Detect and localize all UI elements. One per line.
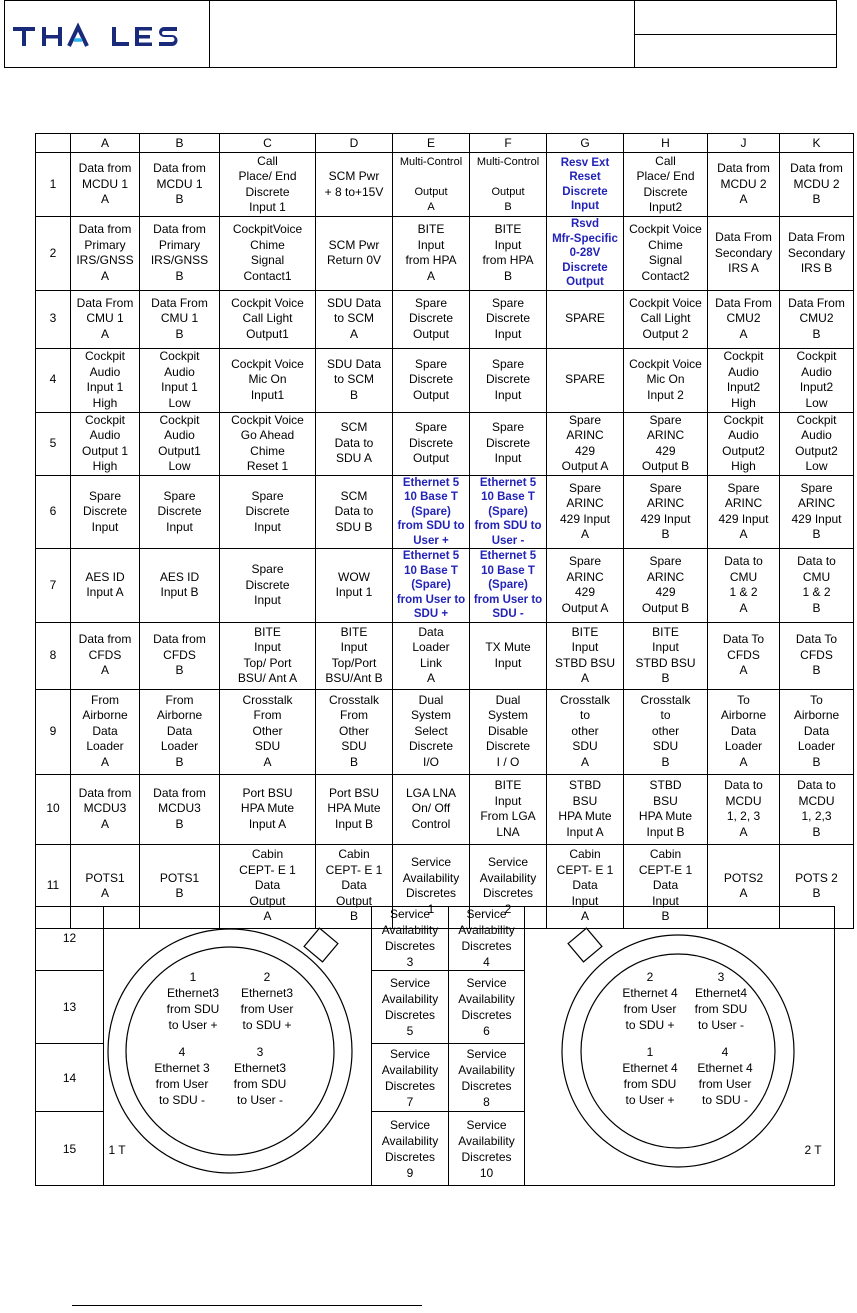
pin-cell: SCM Data to SDU A <box>316 412 393 475</box>
pin-cell: SDU Data to SCM A <box>316 290 393 348</box>
row-number: 1 <box>36 153 71 217</box>
row-number: 7 <box>36 549 71 623</box>
pin-cell: Spare Discrete Input <box>140 475 220 549</box>
table-row <box>36 412 854 475</box>
pin-cell: Data to CMU 1 & 2 B <box>780 549 854 623</box>
pin-cell: STBD BSU HPA Mute Input A <box>547 774 624 844</box>
service-cell-e14: Service Availability Discretes 7 <box>371 1044 448 1112</box>
pin-cell: Spare Discrete Output <box>393 412 470 475</box>
row-number: 3 <box>36 290 71 348</box>
header-title-cell <box>209 1 635 67</box>
pin-cell: From Airborne Data Loader A <box>71 689 140 774</box>
pin-cell: AES ID Input B <box>140 549 220 623</box>
pin-cell: Data from MCDU 1 B <box>140 153 220 217</box>
column-header: J <box>708 134 780 153</box>
left-pin-1: 1 Ethernet3 from SDU to User + <box>166 970 220 1032</box>
row-number-12: 12 <box>36 906 104 971</box>
service-cell-f13: Service Availability Discretes 6 <box>448 971 525 1044</box>
pin-cell: SCM Pwr Return 0V <box>316 217 393 291</box>
pin-cell: Spare Discrete Output <box>393 290 470 348</box>
pin-cell: To Airborne Data Loader B <box>780 689 854 774</box>
pin-cell: BITE Input Top/Port BSU/Ant B <box>316 622 393 689</box>
table-row <box>36 475 854 549</box>
row-number: 5 <box>36 412 71 475</box>
service-cell-f15: Service Availability Discretes 10 <box>448 1112 525 1186</box>
pin-cell: Data From Secondary IRS B <box>780 217 854 291</box>
pin-cell: SDU Data to SCM B <box>316 348 393 412</box>
right-pin-4: 4 Ethernet 4 from User to SDU - <box>697 1045 753 1107</box>
header-ref-cell-1 <box>634 1 836 35</box>
pin-cell: STBD BSU HPA Mute Input B <box>624 774 708 844</box>
pin-cell: Spare Discrete Input <box>220 549 316 623</box>
pin-cell: Data from MCDU 2 B <box>780 153 854 217</box>
pin-cell: Spare ARINC 429 Input B <box>780 475 854 549</box>
pin-cell: BITE Input From LGA LNA <box>470 774 547 844</box>
pin-cell: POTS1 A <box>71 844 140 928</box>
pin-cell: Rsvd Mfr-Specific 0-28V Discrete Output <box>547 217 624 291</box>
pin-cell: Data From CMU 1 B <box>140 290 220 348</box>
column-header: A <box>71 134 140 153</box>
pin-cell: Spare Discrete Input <box>470 290 547 348</box>
table-row <box>36 217 854 291</box>
pin-cell: POTS1 B <box>140 844 220 928</box>
right-pin-2: 2 Ethernet 4 from User to SDU + <box>622 970 678 1032</box>
row-number: 9 <box>36 689 71 774</box>
right-pin-1: 1 Ethernet 4 from SDU to User + <box>622 1045 678 1107</box>
pin-cell: Service Availability Discretes 2 <box>470 844 547 928</box>
pin-cell: Call Place/ End Discrete Input 1 <box>220 153 316 217</box>
pin-cell: Data from CFDS B <box>140 622 220 689</box>
service-cell-f12: Service Availability Discretes 4 <box>448 906 525 971</box>
pin-cell: POTS2 A <box>708 844 780 928</box>
row-number-13: 13 <box>36 971 104 1044</box>
table-header-row <box>36 134 854 153</box>
table-row <box>36 348 854 412</box>
pin-cell: Spare ARINC 429 Output A <box>547 412 624 475</box>
left-pin-4: 4 Ethernet 3 from User to SDU - <box>154 1045 210 1107</box>
pin-cell: Data to MCDU 1, 2, 3 A <box>708 774 780 844</box>
pin-cell: Cockpit Audio Output1 Low <box>140 412 220 475</box>
pin-cell: Data from MCDU3 B <box>140 774 220 844</box>
connector-pin-table <box>35 133 854 929</box>
pin-cell: Dual System Select Discrete I/O <box>393 689 470 774</box>
pin-cell: CockpitVoice Chime Signal Contact1 <box>220 217 316 291</box>
row-number: 4 <box>36 348 71 412</box>
pin-cell: Cabin CEPT- E 1 Data Input A <box>547 844 624 928</box>
pin-cell: Cockpit Audio Output2 Low <box>780 412 854 475</box>
table-row <box>36 774 854 844</box>
pin-cell: Multi-Control Output A <box>393 153 470 217</box>
pin-cell: BITE Input from HPA B <box>470 217 547 291</box>
pin-cell: Dual System Disable Discrete I / O <box>470 689 547 774</box>
column-header: B <box>140 134 220 153</box>
column-header: D <box>316 134 393 153</box>
pin-cell: Cockpit Audio Output2 High <box>708 412 780 475</box>
pin-cell: Spare Discrete Input <box>470 348 547 412</box>
column-header: F <box>470 134 547 153</box>
left-pin-3: 3 Ethernet3 from SDU to User - <box>233 1045 287 1107</box>
pin-cell: Cockpit Audio Input2 High <box>708 348 780 412</box>
column-header: G <box>547 134 624 153</box>
row-number: 6 <box>36 475 71 549</box>
pin-cell: Crosstalk to other SDU A <box>547 689 624 774</box>
column-header <box>36 134 71 153</box>
row-number-14: 14 <box>36 1044 104 1112</box>
pin-cell: Spare ARINC 429 Output B <box>624 412 708 475</box>
row-number-15: 15 <box>36 1112 104 1185</box>
pin-cell: Resv Ext Reset Discrete Input <box>547 153 624 217</box>
table-row <box>36 622 854 689</box>
pin-cell: SCM Pwr + 8 to+15V <box>316 153 393 217</box>
pin-cell: Cockpit Audio Input 1 Low <box>140 348 220 412</box>
pin-cell: Ethernet 5 10 Base T (Spare) from User to SDU - <box>470 549 547 623</box>
column-header: C <box>220 134 316 153</box>
pin-cell: Crosstalk From Other SDU B <box>316 689 393 774</box>
pin-cell: BITE Input STBD BSU A <box>547 622 624 689</box>
pin-cell: Cabin CEPT-E 1 Data Input B <box>624 844 708 928</box>
pin-cell: Data Loader Link A <box>393 622 470 689</box>
pin-cell: Data from MCDU 1 A <box>71 153 140 217</box>
pin-cell: AES ID Input A <box>71 549 140 623</box>
row-number: 10 <box>36 774 71 844</box>
pin-cell: TX Mute Input <box>470 622 547 689</box>
row-number: 8 <box>36 622 71 689</box>
pin-cell: Ethernet 5 10 Base T (Spare) from SDU to User - <box>470 475 547 549</box>
pin-cell: Crosstalk From Other SDU A <box>220 689 316 774</box>
pin-cell: Spare Discrete Input <box>470 412 547 475</box>
column-header: H <box>624 134 708 153</box>
right-pin-3: 3 Ethernet4 from SDU to User - <box>694 970 748 1032</box>
pin-cell: SPARE <box>547 348 624 412</box>
pin-cell: Multi-Control Output B <box>470 153 547 217</box>
pin-cell: Spare ARINC 429 Input A <box>708 475 780 549</box>
pin-cell: Data to CMU 1 & 2 A <box>708 549 780 623</box>
pin-cell: Ethernet 5 10 Base T (Spare) from User to SDU + <box>393 549 470 623</box>
pin-cell: Cabin CEPT- E 1 Data Output A <box>220 844 316 928</box>
pin-cell: POTS 2 B <box>780 844 854 928</box>
pin-cell: To Airborne Data Loader A <box>708 689 780 774</box>
pin-cell: Spare ARINC 429 Input A <box>547 475 624 549</box>
service-cell-e13: Service Availability Discretes 5 <box>371 971 448 1044</box>
service-cell-f14: Service Availability Discretes 8 <box>448 1044 525 1112</box>
pin-cell: Call Place/ End Discrete Input2 <box>624 153 708 217</box>
column-header: E <box>393 134 470 153</box>
pin-cell: Port BSU HPA Mute Input B <box>316 774 393 844</box>
pin-cell: BITE Input from HPA A <box>393 217 470 291</box>
service-cell-e15: Service Availability Discretes 9 <box>371 1112 448 1186</box>
pin-cell: WOW Input 1 <box>316 549 393 623</box>
pin-cell: Crosstalk to other SDU B <box>624 689 708 774</box>
pin-cell: SCM Data to SDU B <box>316 475 393 549</box>
pin-cell: Port BSU HPA Mute Input A <box>220 774 316 844</box>
pin-cell: Cockpit Voice Go Ahead Chime Reset 1 <box>220 412 316 475</box>
pin-cell: Cockpit Audio Input2 Low <box>780 348 854 412</box>
pin-cell: Cockpit Audio Input 1 High <box>71 348 140 412</box>
thales-logo <box>11 15 201 55</box>
header-ref-cell-2 <box>634 35 836 67</box>
pin-cell: From Airborne Data Loader B <box>140 689 220 774</box>
pin-cell: Data from MCDU 2 A <box>708 153 780 217</box>
pin-cell: Data From CMU2 A <box>708 290 780 348</box>
pin-cell: Service Availability Discretes 1 <box>393 844 470 928</box>
pin-cell: Data From CMU 1 A <box>71 290 140 348</box>
pin-cell: Spare Discrete Input <box>71 475 140 549</box>
row-number: 11 <box>36 844 71 928</box>
pin-cell: Spare ARINC 429 Output A <box>547 549 624 623</box>
left-pin-2: 2 Ethernet3 from User to SDU + <box>240 970 294 1032</box>
pin-cell: LGA LNA On/ Off Control <box>393 774 470 844</box>
column-header: K <box>780 134 854 153</box>
pin-cell: Spare Discrete Input <box>220 475 316 549</box>
pin-cell: Cockpit Voice Call Light Output1 <box>220 290 316 348</box>
right-connector-label: 2 T <box>804 1143 822 1157</box>
pin-cell: BITE Input Top/ Port BSU/ Ant A <box>220 622 316 689</box>
left-connector-label: 1 T <box>108 1143 126 1157</box>
pin-cell: Data from Primary IRS/GNSS B <box>140 217 220 291</box>
pin-cell: Cockpit Voice Call Light Output 2 <box>624 290 708 348</box>
table-row <box>36 153 854 217</box>
pin-cell: Data To CFDS A <box>708 622 780 689</box>
table-row <box>36 689 854 774</box>
table-row <box>36 549 854 623</box>
pin-cell: Data from CFDS A <box>71 622 140 689</box>
pin-cell: Cabin CEPT- E 1 Data Output B <box>316 844 393 928</box>
pin-cell: Data to MCDU 1, 2,3 B <box>780 774 854 844</box>
pin-cell: Cockpit Voice Mic On Input1 <box>220 348 316 412</box>
pin-cell: Cockpit Voice Mic On Input 2 <box>624 348 708 412</box>
pin-cell: BITE Input STBD BSU B <box>624 622 708 689</box>
pin-cell: Data from Primary IRS/GNSS A <box>71 217 140 291</box>
connector-diagram-section <box>35 906 835 1186</box>
footnote-separator <box>72 1305 422 1306</box>
pin-cell: Spare ARINC 429 Input B <box>624 475 708 549</box>
table-row <box>36 290 854 348</box>
pin-cell: Data From CMU2 B <box>780 290 854 348</box>
pin-cell: Spare Discrete Output <box>393 348 470 412</box>
document-header <box>4 0 837 68</box>
pin-cell: Spare ARINC 429 Output B <box>624 549 708 623</box>
pin-cell: Data To CFDS B <box>780 622 854 689</box>
service-cell-e12: Service Availability Discretes 3 <box>371 906 448 971</box>
pin-cell: Cockpit Voice Chime Signal Contact2 <box>624 217 708 291</box>
logo-cell <box>5 1 210 67</box>
pin-cell: Data from MCDU3 A <box>71 774 140 844</box>
pin-cell: Cockpit Audio Output 1 High <box>71 412 140 475</box>
row-number: 2 <box>36 217 71 291</box>
pin-cell: SPARE <box>547 290 624 348</box>
pin-cell: Data From Secondary IRS A <box>708 217 780 291</box>
pin-cell: Ethernet 5 10 Base T (Spare) from SDU to User + <box>393 475 470 549</box>
